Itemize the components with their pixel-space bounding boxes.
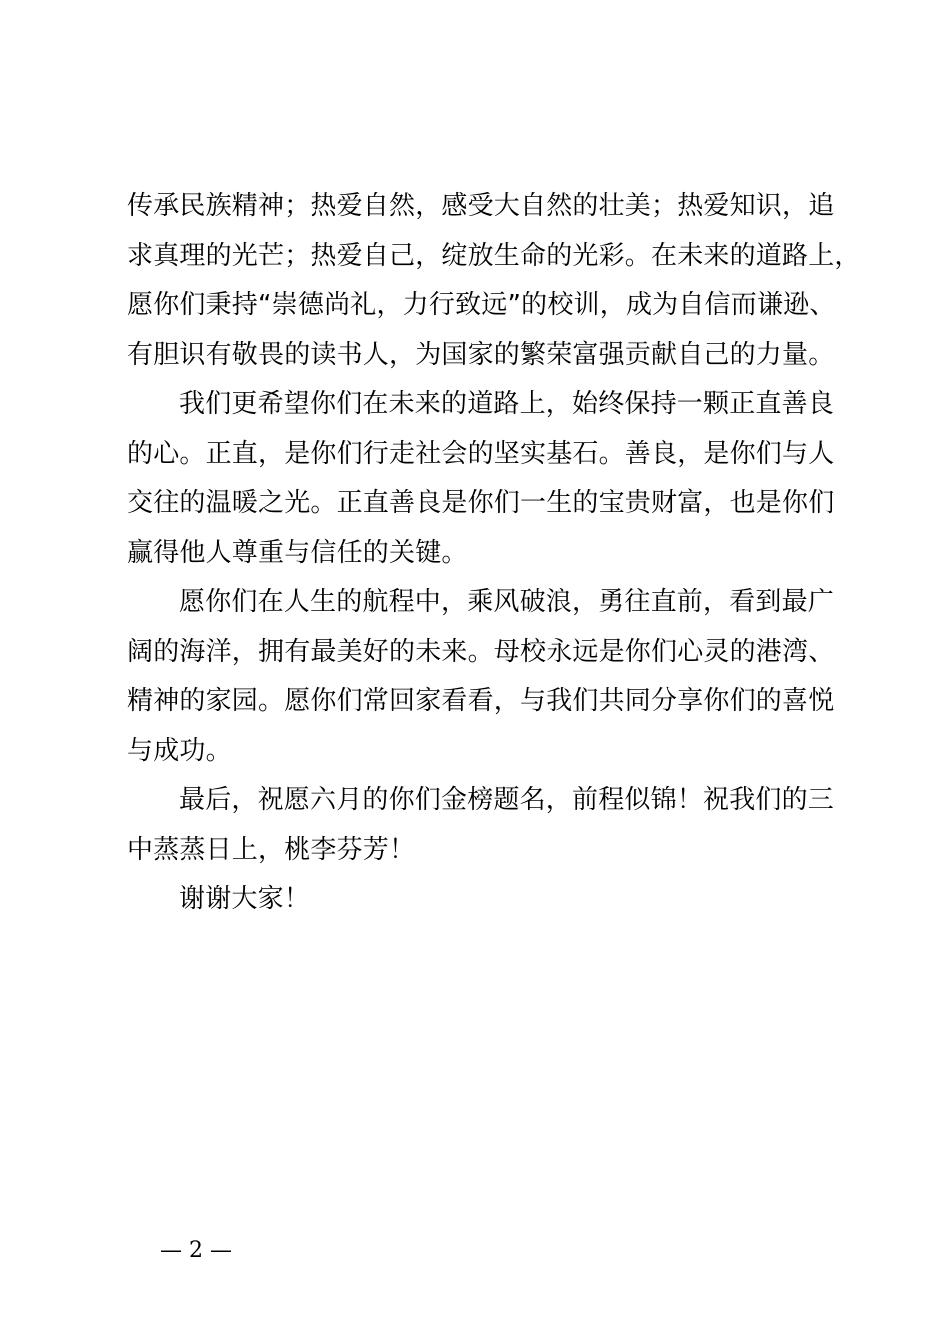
paragraph-start-line: 愿你们在人生的航程中，乘风破浪，勇往直前，看到最广 [179, 587, 835, 617]
text-line: 阔的海洋，拥有最美好的未来。母校永远是你们心灵的港湾、 [127, 636, 835, 667]
text-line: 传承民族精神；热爱自然，感受大自然的壮美；热爱知识，追 [127, 191, 835, 221]
document-body [127, 182, 861, 925]
page-number: — 2 — [160, 1238, 232, 1263]
text-line: 求真理的光芒；热爱自己，绽放生命的光彩。在未来的道路上， [127, 240, 861, 271]
text-line: 赢得他人尊重与信任的关键。 [127, 537, 468, 568]
text-line: 交往的温暖之光。正直善良是你们一生的宝贵财富，也是你们 [127, 488, 835, 518]
paragraph-start-line: 最后，祝愿六月的你们金榜题名，前程似锦！祝我们的三 [179, 785, 835, 815]
text-line: 的心。正直，是你们行走社会的坚实基石。善良，是你们与人 [127, 438, 835, 469]
text-line: 愿你们秉持“崇德尚礼，力行致远”的校训，成为自信而谦逊、 [127, 290, 836, 320]
text-line: 与成功。 [127, 735, 232, 766]
closing-line: 谢谢大家！ [179, 884, 311, 914]
text-line: 精神的家园。愿你们常回家看看，与我们共同分享你们的喜悦 [127, 686, 835, 716]
paragraph-start-line: 我们更希望你们在未来的道路上，始终保持一颗正直善良 [179, 389, 835, 419]
text-line: 中蒸蒸日上，桃李芬芳！ [127, 834, 416, 865]
text-line: 有胆识有敬畏的读书人，为国家的繁荣富强贡献自己的力量。 [127, 339, 835, 370]
